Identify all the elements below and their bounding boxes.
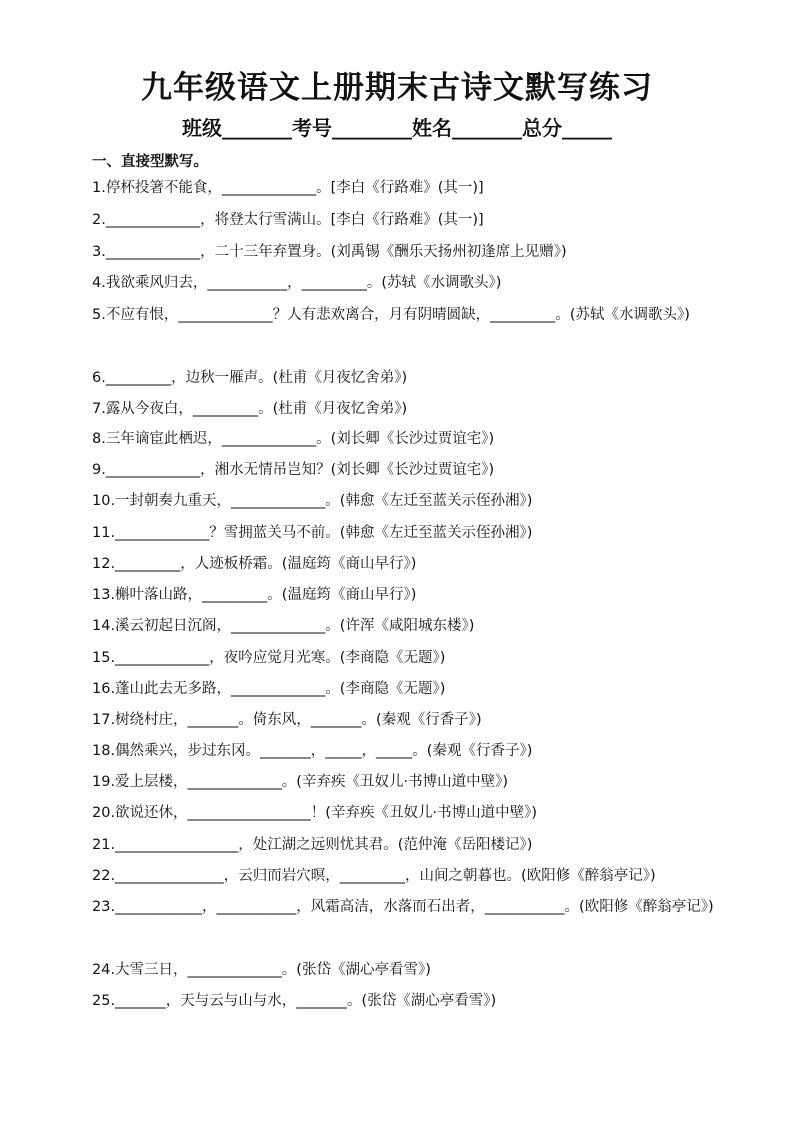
question-item: 23.____________，___________，风霜高洁，水落而石出者，___________。(欧阳修《醉翁亭记》) xyxy=(92,899,714,915)
question-item: 22._______________，云归而岩穴暝，_________，山间之朝暮也。(欧阳修《醉翁亭记》) xyxy=(92,868,656,884)
question-item: 3._____________，二十三年弃置身。(刘禹锡《酬乐天扬州初逢席上见赠》) xyxy=(92,244,567,260)
question-item: 15._____________，夜吟应觉月光寒。(李商隐《无题》) xyxy=(92,650,446,666)
question-item: 17.树绕村庄，_______。倚东风，_______。(秦观《行香子》) xyxy=(92,712,482,728)
question-item: 10.一封朝奏九重天，_____________。(韩愈《左迁至蓝关示侄孙湘》) xyxy=(92,493,533,509)
question-item: 5.不应有恨，_____________？人有悲欢离合，月有阴晴圆缺，_________。(苏轼《水调歌头》) xyxy=(92,307,690,323)
question-item: 12._________，人迹板桥霜。(温庭筠《商山早行》) xyxy=(92,556,417,572)
question-item: 18.偶然乘兴，步过东冈。_______，_____，_____。(秦观《行香子》) xyxy=(92,743,533,759)
question-item: 6._________，边秋一雁声。(杜甫《月夜忆舍弟》) xyxy=(92,370,408,386)
question-item: 11._____________？雪拥蓝关马不前。(韩愈《左迁至蓝关示侄孙湘》) xyxy=(92,525,533,541)
question-item: 19.爱上层楼，_____________。(辛弃疾《丑奴儿·书博山道中壁》) xyxy=(92,774,508,790)
question-item: 2._____________，将登太行雪满山。[李白《行路难》(其一)] xyxy=(92,212,484,228)
question-item: 1.停杯投箸不能食，_____________。[李白《行路难》(其一)] xyxy=(92,180,484,196)
question-item: 14.溪云初起日沉阁，_____________。(许浑《咸阳城东楼》) xyxy=(92,618,475,634)
question-item: 21._________________，处江湖之远则忧其君。(范仲淹《岳阳楼记》) xyxy=(92,837,533,853)
question-item: 20.欲说还休，_________________！(辛弃疾《丑奴儿·书博山道中壁》) xyxy=(92,805,537,821)
question-item: 24.大雪三日，_____________。(张岱《湖心亭看雪》) xyxy=(92,962,431,978)
question-item: 8.三年谪宦此栖迟，_____________。(刘长卿《长沙过贾谊宅》) xyxy=(92,431,495,447)
question-item: 13.槲叶落山路，_________。(温庭筠《商山早行》) xyxy=(92,587,417,603)
question-item: 7.露从今夜白，_________。(杜甫《月夜忆舍弟》) xyxy=(92,401,408,417)
question-item: 9._____________，湘水无情吊岂知？(刘长卿《长沙过贾谊宅》) xyxy=(92,462,495,478)
page-title: 九年级语文上册期末古诗文默写练习 xyxy=(141,70,653,106)
question-item: 16.蓬山此去无多路，_____________。(李商隐《无题》) xyxy=(92,681,446,697)
question-item: 25._______，天与云与山与水，_______。(张岱《湖心亭看雪》) xyxy=(92,993,497,1009)
section-heading: 一、直接型默写。 xyxy=(92,154,208,170)
student-info-line: 班级_______考号________姓名_______总分_____ xyxy=(182,116,612,140)
question-item: 4.我欲乘风归去，___________，_________。(苏轼《水调歌头》) xyxy=(92,275,502,291)
